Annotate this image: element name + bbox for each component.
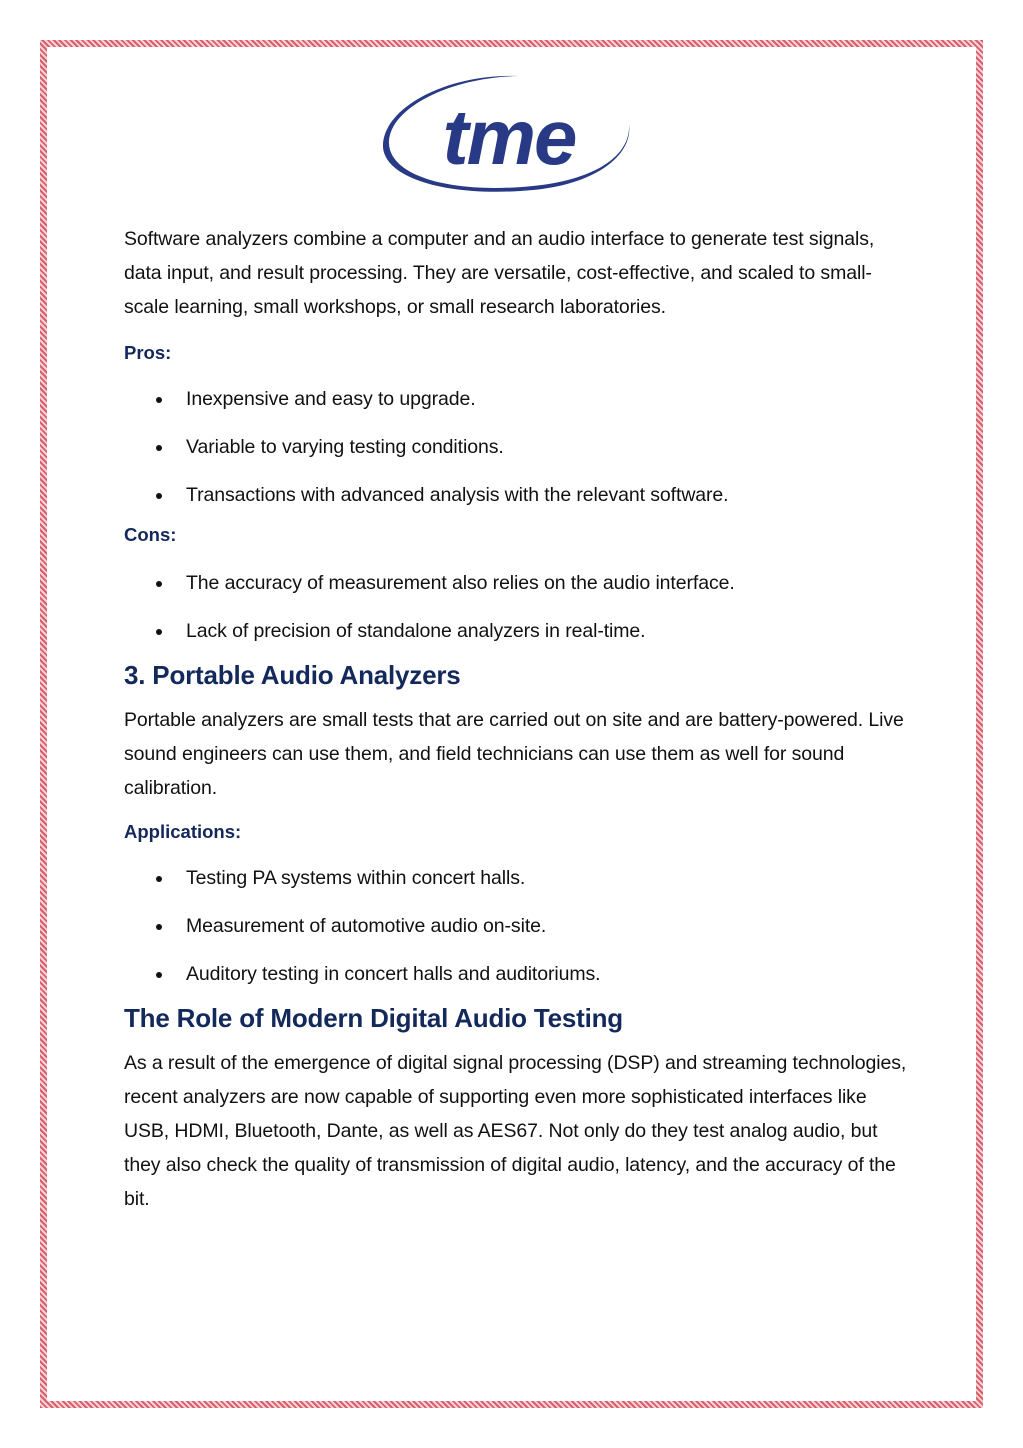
bullet-icon — [156, 972, 162, 978]
list-item: The accuracy of measurement also relies on the audio interface. — [124, 568, 914, 616]
bullet-icon — [156, 581, 162, 587]
portable-paragraph: Portable analyzers are small tests that are carried out on site and are battery-powered. Live sound engineers can use them, and field technicians can use them as well for sound calibration. — [124, 709, 904, 799]
bullet-icon — [156, 876, 162, 882]
digital-paragraph: As a result of the emergence of digital signal processing (DSP) and streaming technologies, recent analyzers are now capable of supporting even more sophisticated interfaces like USB, HDMI, Bluetooth, Dante, as well as AES67. Not only do they test analog audio, but they also check the quality of transmission of digital audio, latency, and the accuracy of the bit. — [124, 1052, 907, 1210]
bullet-icon — [156, 629, 162, 635]
tme-logo — [383, 72, 638, 192]
list-item: Testing PA systems within concert halls. — [124, 863, 914, 911]
cons-label: Cons: — [124, 524, 177, 545]
document-content — [124, 222, 914, 1216]
bullet-icon — [156, 493, 162, 499]
logo-text: tme — [442, 93, 576, 181]
list-item: Variable to varying testing conditions. — [124, 432, 914, 480]
list-item: Transactions with advanced analysis with the relevant software. — [124, 480, 914, 528]
list-item: Measurement of automotive audio on-site. — [124, 911, 914, 959]
intro-paragraph: Software analyzers combine a computer and an audio interface to generate test signals, data input, and result processing. They are versatile, cost-effective, and scaled to small-scale learning, small workshops, or small research laboratories. — [124, 228, 875, 318]
list-item: Inexpensive and easy to upgrade. — [124, 384, 914, 432]
pros-label: Pros: — [124, 342, 172, 363]
list-item: Auditory testing in concert halls and auditoriums. — [124, 959, 914, 1007]
applications-label: Applications: — [124, 821, 242, 842]
cons-list — [124, 568, 914, 664]
bullet-icon — [156, 445, 162, 451]
bullet-icon — [156, 924, 162, 930]
pros-list — [124, 384, 914, 528]
applications-list — [124, 863, 914, 1007]
portable-heading: 3. Portable Audio Analyzers — [124, 660, 461, 690]
bullet-icon — [156, 397, 162, 403]
digital-heading: The Role of Modern Digital Audio Testing — [124, 1003, 623, 1033]
list-item: Lack of precision of standalone analyzers in real-time. — [124, 616, 914, 664]
